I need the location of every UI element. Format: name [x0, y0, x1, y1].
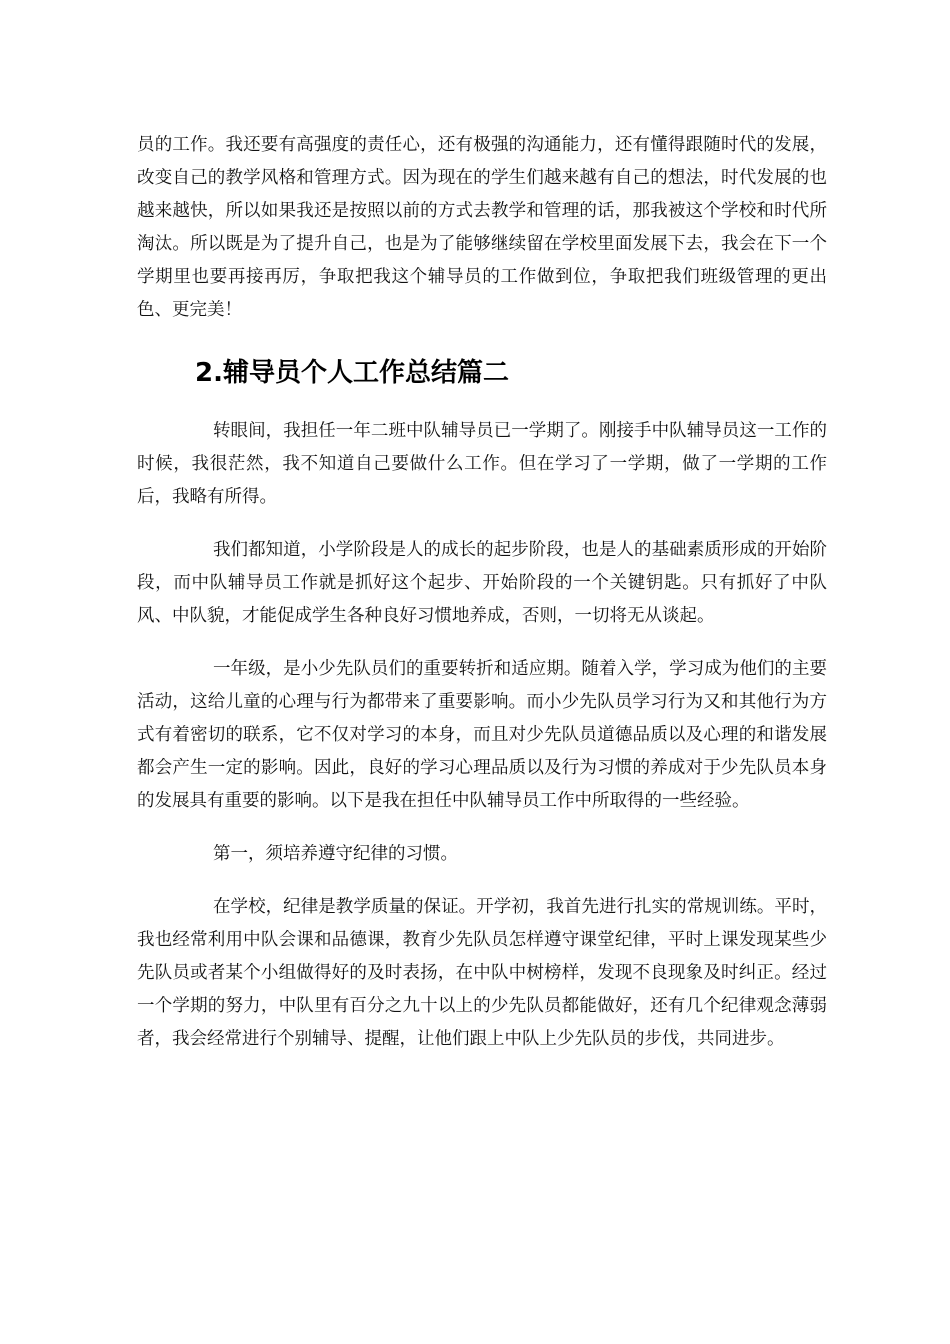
body-paragraph-2: 我们都知道，小学阶段是人的成长的起步阶段，也是人的基础素质形成的开始阶段，而中队辅导员工作就是抓好这个起步、开始阶段的一个关键钥匙。只有抓好了中队风、中队貌，才能促成学生各种良好习惯地养成，否则，一切将无从谈起。 — [137, 540, 827, 626]
section-heading: 2.辅导员个人工作总结篇二 — [195, 358, 509, 388]
body-paragraph-1: 转眼间，我担任一年二班中队辅导员已一学期了。刚接手中队辅导员这一工作的时候，我很茫然，我不知道自己要做什么工作。但在学习了一学期，做了一学期的工作后，我略有所得。 — [137, 421, 827, 507]
document-page — [137, 129, 827, 1056]
continuation-paragraph: 员的工作。我还要有高强度的责任心，还有极强的沟通能力，还有懂得跟随时代的发展，改变自己的教学风格和管理方式。因为现在的学生们越来越有自己的想法，时代发展的也越来越快，所以如果我还是按照以前的方式去教学和管理的话，那我被这个学校和时代所淘汰。所以既是为了提升自己，也是为了能够继续留在学校里面发展下去，我会在下一个学期里也要再接再厉，争取把我这个辅导员的工作做到位，争取把我们班级管理的更出色、更完美！ — [137, 135, 827, 320]
body-paragraph-4: 第一，须培养遵守纪律的习惯。 — [213, 844, 458, 864]
body-paragraph-3: 一年级，是小少先队员们的重要转折和适应期。随着入学，学习成为他们的主要活动，这给儿童的心理与行为都带来了重要影响。而小少先队员学习行为又和其他行为方式有着密切的联系，它不仅对学习的本身，而且对少先队员道德品质以及心理的和谐发展都会产生一定的影响。因此，良好的学习心理品质以及行为习惯的养成对于少先队员本身的发展具有重要的影响。以下是我在担任中队辅导员工作中所取得的一些经验。 — [137, 659, 827, 811]
body-paragraph-5: 在学校，纪律是教学质量的保证。开学初，我首先进行扎实的常规训练。平时，我也经常利用中队会课和品德课，教育少先队员怎样遵守课堂纪律，平时上课发现某些少先队员或者某个小组做得好的及时表扬，在中队中树榜样，发现不良现象及时纠正。经过一个学期的努力，中队里有百分之九十以上的少先队员都能做好，还有几个纪律观念薄弱者，我会经常进行个别辅导、提醒，让他们跟上中队上少先队员的步伐，共同进步。 — [137, 897, 827, 1049]
